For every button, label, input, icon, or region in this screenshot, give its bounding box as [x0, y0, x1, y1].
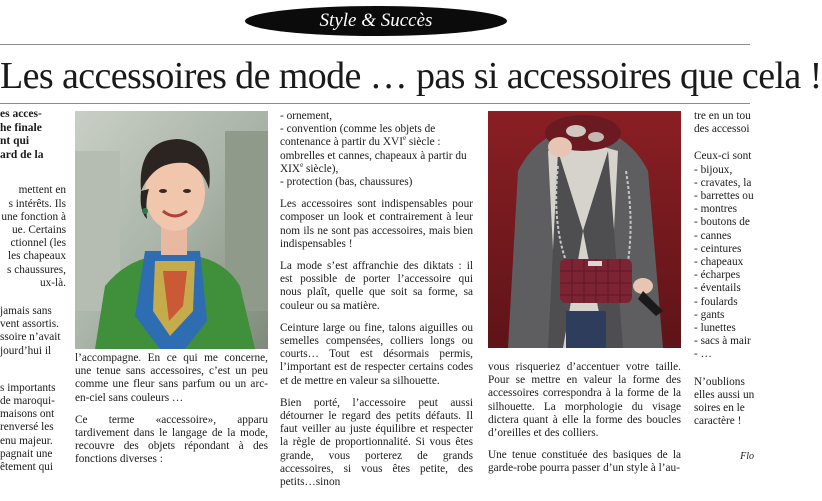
headline-rule: [0, 103, 750, 104]
section-badge: Style & Succès: [245, 6, 507, 36]
col3-paragraph-1: Les accessoires sont indispensables pour composer un look et contrairement à leur nom ils ne sont pas accessoires, mais bien indispensables !: [280, 198, 473, 250]
article-column-1: [0, 108, 66, 483]
col5-outro: N’oublions elles aussi un soires en le caractère !: [694, 375, 755, 428]
col5-intro: tre en un tou des accessoi: [694, 110, 751, 136]
handbag-illustration: [488, 111, 681, 348]
col1-paragraph-3: s importants de maroqui- maisons ont renversé les enu majeur. pagnait une êtement qui: [0, 381, 56, 474]
article-column-2: [75, 352, 268, 476]
top-rule: [0, 44, 750, 45]
col3-paragraph-4: Bien porté, l’accessoire peut aussi détourner le regard des petits défauts. Il faut veiller au juste équilibre et respecter la règle de proportionnalité. Si vous êtes grande, vous porterez de grands accessoires, si vous êtes petite, des petits…sinon: [280, 396, 473, 489]
article-column-5: [694, 110, 754, 473]
col1-paragraph-1: mettent en s intérêts. Ils une fonction à ue. Certains ctionnel (les les chapeaux s chaussures, ux-là.: [1, 184, 66, 289]
col2-paragraph-2: Ce terme «accessoire», apparu tardivement dans le langage de la mode, recouvre des objets répondant à des fonctions diverses :: [75, 413, 268, 466]
author-signature: Flo: [740, 451, 754, 463]
article-column-4: [488, 361, 681, 485]
col2-paragraph-1: l’accompagne. En ce qui me concerne, une tenue sans accessoires, c’est un peu comme une fleur sans parfum ou un arc-en-ciel sans couleurs …: [75, 352, 268, 404]
col3-paragraph-3: Ceinture large ou fine, talons aiguilles ou semelles compensées, colliers longs ou courts… Tout est désormais permis, l’important est de respecter certains codes et de mettre en valeur sa silhouette.: [280, 321, 473, 387]
intro-lead: es acces- he finale nt qui ard de la: [0, 108, 44, 161]
col3-paragraph-2: La mode s’est affranchie des diktats : il est possible de porter l’accessoire qui nous plaît, quelle que soit sa forme, sa couleur ou sa matière.: [280, 260, 473, 312]
headline: Les accessoires de mode … pas si accessoires que cela !: [0, 55, 822, 97]
col1-paragraph-2: jamais sans vent assortis. ssoire n’avait jourd’hui il: [0, 305, 61, 357]
col4-paragraph-2: Une tenue constituée des basiques de la garde-robe pourra passer d’un style à l’au-: [488, 449, 681, 475]
col4-paragraph-1: vous risqueriez d’accentuer votre taille. Pour se mettre en valeur la forme des accessoires correspondra à la forme de la silhouette. La morphologie du visage dictera quant à elle la forme des boucles d’oreilles et des colliers.: [488, 361, 681, 440]
accessories-list: Ceux-ci sont - bijoux, - cravates, la - barrettes ou - montres - boutons de - cannes - ceintures - chapeaux - écharpes - éventails - foulards - gants - lunettes - sacs à mair - …: [694, 150, 754, 361]
portrait-photo: [75, 111, 268, 349]
handbag-photo: [488, 111, 681, 348]
article-column-3: [280, 110, 473, 498]
portrait-illustration: [75, 111, 268, 349]
functions-list: - ornement, - convention (comme les objets de contenance à partir du XVIe siècle : ombrelles et cannes, chapeaux à partir du XIXe siècle), - protection (bas, chaussures): [280, 110, 467, 189]
